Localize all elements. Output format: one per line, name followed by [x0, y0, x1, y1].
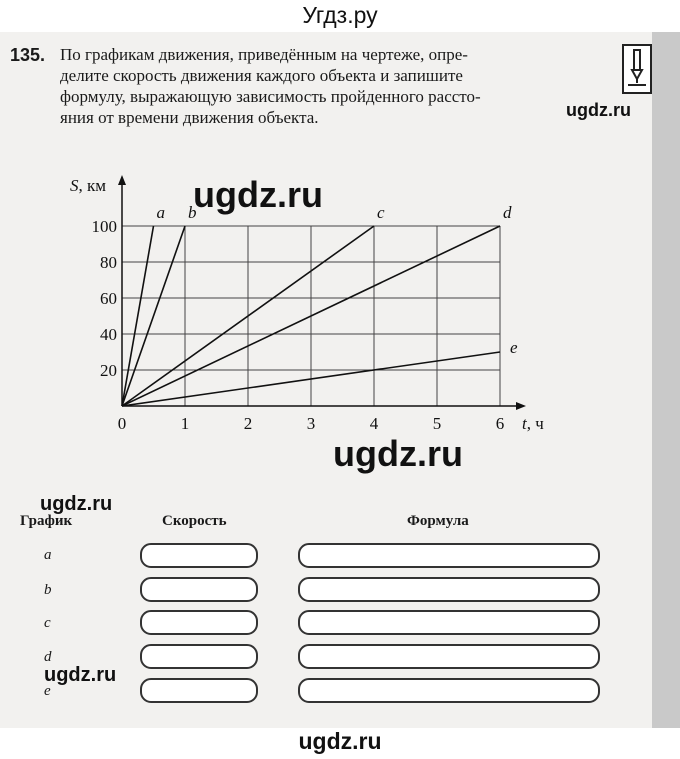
formula-input-c[interactable] [298, 610, 600, 635]
task-line: По графикам движения, приведённым на чертеже, опре- [60, 45, 468, 64]
x-tick-label: 2 [243, 414, 253, 433]
watermark: ugdz.ru [40, 493, 113, 515]
y-tick-label: 60 [100, 289, 117, 308]
header-speed: Скорость [162, 513, 227, 529]
site-footer-link[interactable]: ugdz.ru [298, 728, 382, 754]
formula-input-e[interactable] [298, 678, 600, 703]
formula-input-a[interactable] [298, 543, 600, 568]
x-tick-label: 1 [180, 414, 190, 433]
formula-input-d[interactable] [298, 644, 600, 669]
y-tick-label: 100 [91, 217, 117, 236]
row-label-a: a [44, 547, 52, 563]
x-axis-arrow [516, 402, 526, 410]
series-line-b [122, 226, 185, 406]
watermark: ugdz.ru [44, 664, 117, 686]
y-tick-label: 80 [100, 253, 117, 272]
series-label-a: a [156, 203, 165, 222]
x-tick-label: 6 [495, 414, 505, 433]
series-line-a [122, 226, 154, 406]
task-number: 135. [10, 45, 46, 65]
row-label-b: b [44, 582, 52, 598]
task-line: яния от времени движения объекта. [60, 108, 319, 127]
x-axis-label: t, ч [522, 414, 544, 433]
formula-input-b[interactable] [298, 577, 600, 602]
x-tick-label: 4 [369, 414, 379, 433]
series-label-e: e [510, 338, 518, 357]
watermark: ugdz.ru [333, 433, 463, 474]
row-label-c: c [44, 615, 51, 631]
task-line: формулу, выражающую зависимость пройденного рассто- [60, 87, 481, 106]
y-axis-label: S, км [70, 176, 107, 195]
speed-input-b[interactable] [140, 577, 258, 602]
row-label-e: e [44, 683, 51, 699]
speed-input-d[interactable] [140, 644, 258, 669]
speed-input-c[interactable] [140, 610, 258, 635]
x-tick-label: 0 [117, 414, 127, 433]
series-label-c: c [377, 203, 385, 222]
speed-input-a[interactable] [140, 543, 258, 568]
series-label-b: b [188, 203, 197, 222]
y-tick-label: 20 [100, 361, 117, 380]
watermark: ugdz.ru [193, 174, 323, 215]
header-graph: График [20, 513, 73, 529]
x-tick-label: 3 [306, 414, 316, 433]
chart-series [122, 203, 518, 406]
y-axis-arrow [118, 175, 126, 185]
series-label-d: d [503, 203, 512, 222]
task-line: делите скорость движения каждого объекта и запишите [60, 66, 463, 85]
header-formula: Формула [407, 513, 469, 529]
site-title[interactable]: Угдз.ру [302, 2, 378, 28]
y-tick-label: 40 [100, 325, 117, 344]
watermark: ugdz.ru [566, 100, 631, 120]
x-tick-label: 5 [432, 414, 442, 433]
row-label-d: d [44, 649, 52, 665]
speed-input-e[interactable] [140, 678, 258, 703]
